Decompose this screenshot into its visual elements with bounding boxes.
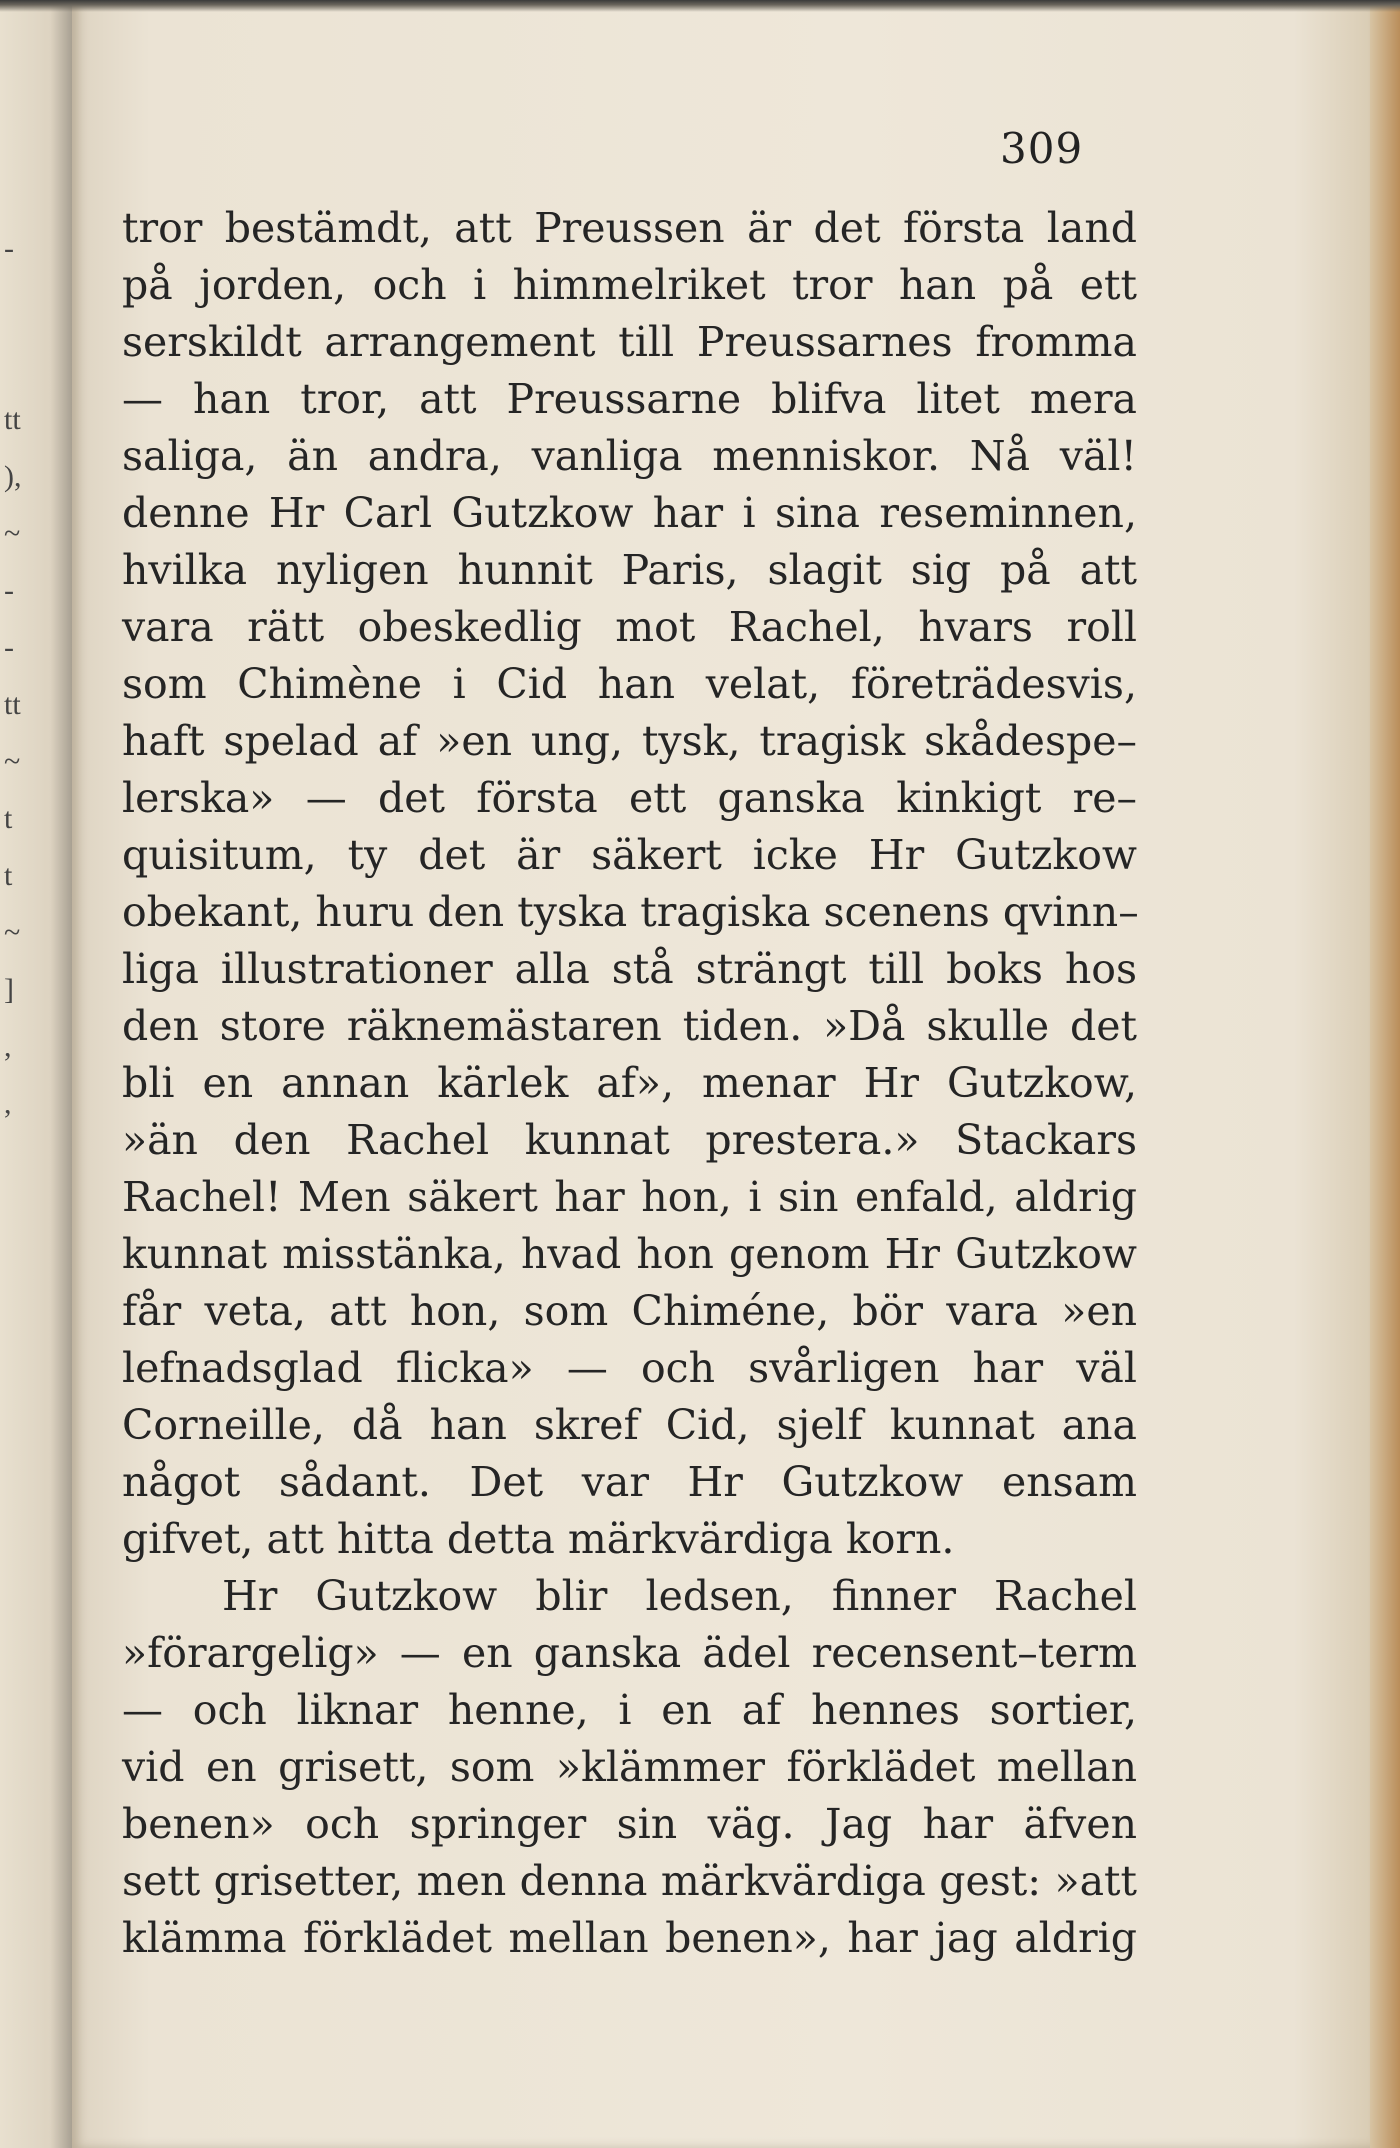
text-line: — han tror, att Preussarne blifva litet mera	[122, 375, 1137, 423]
text-line: lefnadsglad flicka» — och svårligen har väl	[122, 1344, 1137, 1392]
text-line: bli en annan kärlek af», menar Hr Gutzkow,	[122, 1059, 1137, 1107]
facing-page-text-fragments: ‐ tt ), ~ ‐ ‐ tt ~ t t ~ ] , ,	[4, 232, 22, 1120]
text-line: quisitum, ty det är säkert icke Hr Gutzkow	[122, 831, 1137, 879]
text-line: klämma förklädet mellan benen», har jag aldrig	[122, 1914, 1137, 1962]
facing-page-edge	[0, 0, 72, 2148]
text-line: den store räknemästaren tiden. »Då skulle det	[122, 1002, 1137, 1050]
page-fore-edge	[1370, 0, 1400, 2148]
text-line: kunnat misstänka, hvad hon genom Hr Gutzkow	[122, 1230, 1137, 1278]
text-line: hvilka nyligen hunnit Paris, slagit sig på att	[122, 546, 1137, 594]
text-line: får veta, att hon, som Chiméne, bör vara »en	[122, 1287, 1137, 1335]
paragraph-start-line: Hr Gutzkow blir ledsen, finner Rachel	[222, 1572, 1137, 1620]
top-shadow	[0, 0, 1400, 12]
text-line: benen» och springer sin väg. Jag har äfven	[122, 1800, 1137, 1848]
text-line: obekant, huru den tyska tragiska scenens qvinn–	[122, 888, 1139, 936]
text-line: sett grisetter, men denna märkvärdiga gest: »att	[122, 1857, 1137, 1905]
body-text	[122, 200, 1137, 1967]
paragraph-end-line: gifvet, att hitta detta märkvärdiga korn.	[122, 1515, 955, 1563]
text-line: »förargelig» — en ganska ädel recensent–term	[122, 1629, 1137, 1677]
text-line: Corneille, då han skref Cid, sjelf kunnat ana	[122, 1401, 1137, 1449]
text-line: haft spelad af »en ung, tysk, tragisk skådespe–	[122, 717, 1137, 765]
text-line: på jorden, och i himmelriket tror han på ett	[122, 261, 1137, 309]
text-line: — och liknar henne, i en af hennes sortier,	[122, 1686, 1137, 1734]
text-line: liga illustrationer alla stå strängt till boks hos	[122, 945, 1137, 993]
text-line: denne Hr Carl Gutzkow har i sina reseminnen,	[122, 489, 1137, 537]
text-line: tror bestämdt, att Preussen är det första land	[122, 204, 1137, 252]
text-line: saliga, än andra, vanliga menniskor. Nå väl!	[122, 432, 1137, 480]
text-line: som Chimène i Cid han velat, företrädesvis,	[122, 660, 1137, 708]
text-line: lerska» — det första ett ganska kinkigt re–	[122, 774, 1137, 822]
text-line: »än den Rachel kunnat prestera.» Stackars	[122, 1116, 1137, 1164]
text-line: vid en grisett, som »klämmer förklädet mellan	[122, 1743, 1137, 1791]
page-number: 309	[1000, 124, 1084, 173]
text-line: vara rätt obeskedlig mot Rachel, hvars roll	[122, 603, 1137, 651]
text-line: serskildt arrangement till Preussarnes fromma	[122, 318, 1137, 366]
text-line: något sådant. Det var Hr Gutzkow ensam	[122, 1458, 1137, 1506]
text-line: Rachel! Men säkert har hon, i sin enfald, aldrig	[122, 1173, 1137, 1221]
